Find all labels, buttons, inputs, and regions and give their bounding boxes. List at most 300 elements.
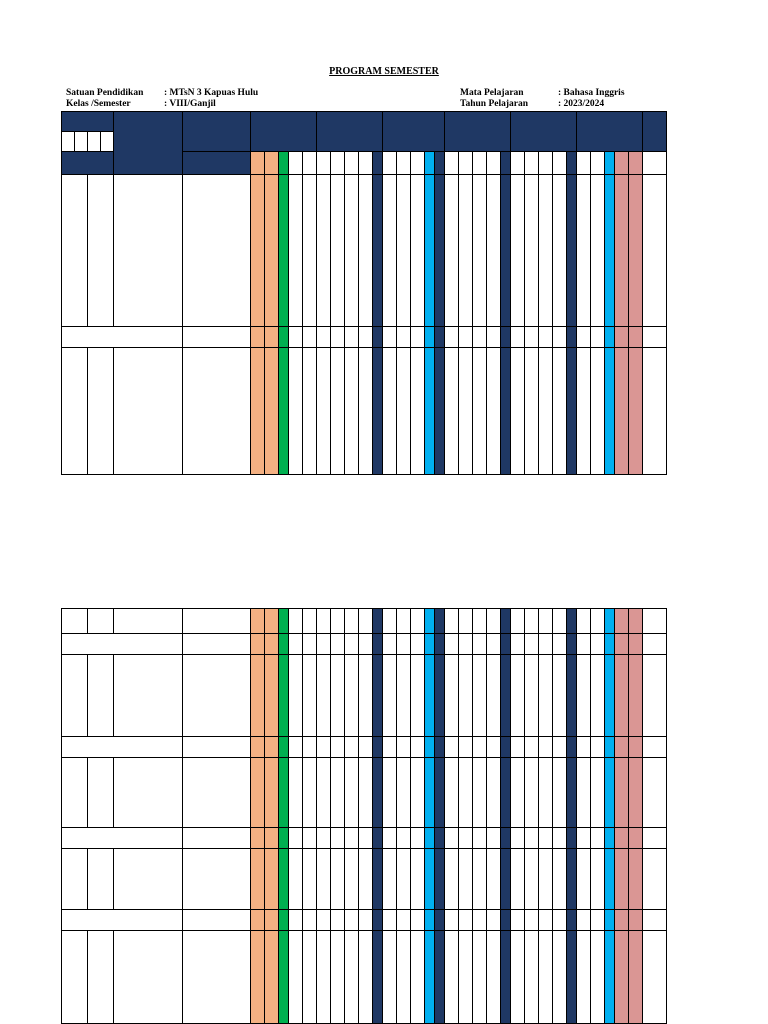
week-cell — [265, 931, 279, 1024]
week-cell — [373, 348, 383, 475]
ki-number — [75, 132, 88, 152]
week-cell — [591, 634, 605, 655]
week-cell — [591, 910, 605, 931]
week-cell — [303, 175, 317, 327]
info-left — [66, 88, 258, 110]
week-cell — [501, 910, 511, 931]
week-cell — [459, 828, 473, 849]
week-cell — [265, 348, 279, 475]
week-cell — [605, 327, 615, 348]
week-cell — [279, 327, 289, 348]
week-number — [435, 152, 445, 175]
week-number — [591, 152, 605, 175]
alokasi-cell — [183, 327, 251, 348]
week-cell — [629, 634, 643, 655]
ket-cell — [643, 655, 667, 737]
week-cell — [435, 828, 445, 849]
week-cell — [359, 758, 373, 828]
week-cell — [345, 849, 359, 910]
ket-header — [643, 112, 667, 152]
week-cell — [425, 910, 435, 931]
month-header — [445, 112, 511, 152]
week-cell — [383, 348, 397, 475]
week-cell — [539, 910, 553, 931]
alokasi-cell — [183, 655, 251, 737]
alokasi-cell — [183, 175, 251, 327]
week-cell — [265, 849, 279, 910]
week-cell — [539, 175, 553, 327]
ki-cell — [62, 655, 88, 737]
week-cell — [289, 828, 303, 849]
week-cell — [605, 910, 615, 931]
week-cell — [577, 348, 591, 475]
week-cell — [605, 931, 615, 1024]
week-cell — [539, 737, 553, 758]
week-cell — [279, 175, 289, 327]
materi-header — [114, 112, 183, 175]
week-cell — [303, 348, 317, 475]
week-cell — [317, 931, 331, 1024]
week-cell — [373, 910, 383, 931]
week-cell — [425, 655, 435, 737]
kelas-label: Kelas /Semester — [66, 99, 131, 109]
week-cell — [397, 327, 411, 348]
week-cell — [567, 634, 577, 655]
week-cell — [605, 655, 615, 737]
week-cell — [279, 849, 289, 910]
week-cell — [289, 609, 303, 634]
week-cell — [317, 849, 331, 910]
week-cell — [397, 737, 411, 758]
week-cell — [303, 849, 317, 910]
week-number — [279, 152, 289, 175]
week-cell — [397, 175, 411, 327]
week-cell — [459, 327, 473, 348]
week-cell — [525, 931, 539, 1024]
week-cell — [605, 828, 615, 849]
week-number — [629, 152, 643, 175]
week-cell — [397, 931, 411, 1024]
week-cell — [411, 828, 425, 849]
week-cell — [629, 655, 643, 737]
week-cell — [605, 737, 615, 758]
week-cell — [251, 655, 265, 737]
week-cell — [525, 737, 539, 758]
week-cell — [331, 849, 345, 910]
ket-cell — [643, 327, 667, 348]
week-cell — [345, 758, 359, 828]
week-cell — [511, 910, 525, 931]
week-cell — [411, 737, 425, 758]
week-cell — [553, 634, 567, 655]
month-header — [317, 112, 383, 152]
week-cell — [501, 931, 511, 1024]
week-cell — [629, 828, 643, 849]
week-cell — [435, 655, 445, 737]
week-cell — [359, 634, 373, 655]
week-cell — [265, 737, 279, 758]
week-cell — [279, 634, 289, 655]
week-number — [265, 152, 279, 175]
materi-cell — [114, 175, 183, 327]
week-cell — [289, 327, 303, 348]
week-cell — [383, 634, 397, 655]
week-cell — [459, 758, 473, 828]
week-cell — [317, 348, 331, 475]
kd-cell — [88, 758, 114, 828]
week-cell — [525, 634, 539, 655]
week-cell — [615, 758, 629, 828]
week-cell — [615, 931, 629, 1024]
materi-cell — [114, 609, 183, 634]
week-cell — [459, 634, 473, 655]
ki-cell — [62, 849, 88, 910]
week-cell — [525, 655, 539, 737]
week-number — [331, 152, 345, 175]
week-cell — [567, 175, 577, 327]
week-cell — [383, 655, 397, 737]
week-cell — [591, 327, 605, 348]
week-cell — [577, 655, 591, 737]
week-cell — [473, 828, 487, 849]
week-cell — [303, 655, 317, 737]
kd-cell — [88, 348, 114, 475]
week-cell — [577, 327, 591, 348]
week-cell — [445, 348, 459, 475]
kd-cell — [88, 931, 114, 1024]
week-cell — [615, 327, 629, 348]
week-cell — [383, 327, 397, 348]
week-cell — [487, 931, 501, 1024]
week-cell — [487, 828, 501, 849]
assessment-label — [62, 634, 183, 655]
week-cell — [435, 175, 445, 327]
week-number — [397, 152, 411, 175]
week-cell — [425, 634, 435, 655]
alokasi-header — [183, 112, 251, 152]
week-cell — [511, 737, 525, 758]
semester-table-page2 — [61, 608, 667, 1024]
alokasi-cell — [183, 849, 251, 910]
alokasi-cell — [183, 737, 251, 758]
week-cell — [331, 931, 345, 1024]
week-cell — [445, 910, 459, 931]
week-cell — [539, 609, 553, 634]
week-cell — [615, 634, 629, 655]
week-cell — [577, 931, 591, 1024]
week-cell — [265, 828, 279, 849]
week-cell — [629, 348, 643, 475]
week-cell — [331, 609, 345, 634]
week-cell — [539, 327, 553, 348]
alokasi-cell — [183, 758, 251, 828]
week-cell — [425, 175, 435, 327]
week-cell — [615, 910, 629, 931]
ket-cell — [643, 634, 667, 655]
week-cell — [539, 931, 553, 1024]
week-cell — [289, 737, 303, 758]
week-cell — [251, 910, 265, 931]
week-number — [373, 152, 383, 175]
week-cell — [501, 327, 511, 348]
week-cell — [487, 737, 501, 758]
week-cell — [265, 327, 279, 348]
week-cell — [411, 758, 425, 828]
week-cell — [539, 849, 553, 910]
alokasi-cell — [183, 931, 251, 1024]
week-cell — [317, 175, 331, 327]
ket-cell — [643, 849, 667, 910]
week-cell — [345, 910, 359, 931]
week-cell — [411, 910, 425, 931]
week-cell — [567, 609, 577, 634]
week-cell — [445, 931, 459, 1024]
week-cell — [459, 737, 473, 758]
week-cell — [615, 175, 629, 327]
week-cell — [445, 849, 459, 910]
week-cell — [501, 849, 511, 910]
week-cell — [567, 737, 577, 758]
week-number — [605, 152, 615, 175]
week-number — [567, 152, 577, 175]
week-cell — [605, 849, 615, 910]
week-cell — [487, 910, 501, 931]
week-cell — [425, 737, 435, 758]
week-cell — [251, 737, 265, 758]
week-cell — [373, 634, 383, 655]
week-cell — [605, 758, 615, 828]
week-cell — [487, 327, 501, 348]
week-cell — [383, 175, 397, 327]
week-cell — [487, 634, 501, 655]
week-cell — [615, 655, 629, 737]
week-cell — [373, 609, 383, 634]
week-cell — [331, 634, 345, 655]
week-cell — [383, 910, 397, 931]
week-cell — [577, 634, 591, 655]
ket-cell — [643, 828, 667, 849]
week-cell — [373, 175, 383, 327]
week-cell — [397, 758, 411, 828]
week-cell — [425, 931, 435, 1024]
week-cell — [251, 758, 265, 828]
week-cell — [511, 327, 525, 348]
week-cell — [303, 931, 317, 1024]
week-cell — [373, 737, 383, 758]
nomor-kd-header — [62, 152, 114, 175]
week-cell — [605, 175, 615, 327]
week-cell — [317, 609, 331, 634]
materi-cell — [114, 348, 183, 475]
week-cell — [629, 175, 643, 327]
week-number — [539, 152, 553, 175]
week-cell — [525, 828, 539, 849]
week-cell — [567, 348, 577, 475]
week-cell — [539, 828, 553, 849]
ki-cell — [62, 348, 88, 475]
week-cell — [359, 931, 373, 1024]
week-cell — [501, 828, 511, 849]
week-cell — [265, 655, 279, 737]
week-cell — [553, 758, 567, 828]
kd-row — [62, 849, 667, 910]
week-cell — [567, 931, 577, 1024]
month-header — [511, 112, 577, 152]
week-cell — [539, 655, 553, 737]
week-cell — [317, 758, 331, 828]
week-cell — [251, 931, 265, 1024]
ki-cell — [62, 931, 88, 1024]
week-cell — [359, 327, 373, 348]
week-cell — [577, 849, 591, 910]
week-cell — [459, 655, 473, 737]
alokasi-cell — [183, 609, 251, 634]
week-cell — [383, 609, 397, 634]
week-cell — [411, 327, 425, 348]
week-cell — [525, 609, 539, 634]
page-title: PROGRAM SEMESTER — [329, 66, 439, 77]
week-cell — [473, 737, 487, 758]
ki-cell — [62, 758, 88, 828]
week-number — [345, 152, 359, 175]
assessment-label — [62, 828, 183, 849]
week-cell — [605, 348, 615, 475]
week-number — [317, 152, 331, 175]
week-cell — [345, 737, 359, 758]
week-cell — [411, 931, 425, 1024]
week-cell — [435, 931, 445, 1024]
week-cell — [553, 655, 567, 737]
week-cell — [265, 175, 279, 327]
info-right — [460, 88, 625, 110]
week-cell — [591, 828, 605, 849]
week-cell — [567, 910, 577, 931]
week-cell — [317, 327, 331, 348]
week-cell — [591, 348, 605, 475]
week-number — [411, 152, 425, 175]
kd-cell — [88, 175, 114, 327]
week-cell — [425, 849, 435, 910]
assessment-label — [62, 737, 183, 758]
week-cell — [425, 609, 435, 634]
week-cell — [567, 758, 577, 828]
week-cell — [435, 737, 445, 758]
tahun-value: : 2023/2024 — [558, 99, 605, 109]
kd-row — [62, 758, 667, 828]
week-cell — [629, 849, 643, 910]
week-cell — [303, 327, 317, 348]
week-cell — [373, 758, 383, 828]
week-cell — [459, 348, 473, 475]
week-cell — [289, 910, 303, 931]
week-cell — [345, 828, 359, 849]
week-cell — [383, 758, 397, 828]
week-cell — [265, 758, 279, 828]
week-cell — [303, 910, 317, 931]
materi-cell — [114, 849, 183, 910]
week-cell — [577, 910, 591, 931]
ket-cell — [643, 348, 667, 475]
week-cell — [445, 828, 459, 849]
week-cell — [397, 609, 411, 634]
alokasi-cell — [183, 828, 251, 849]
ket-cell — [643, 737, 667, 758]
week-cell — [331, 758, 345, 828]
week-cell — [383, 931, 397, 1024]
week-cell — [345, 634, 359, 655]
week-cell — [359, 609, 373, 634]
week-cell — [525, 348, 539, 475]
semester-table-page1 — [61, 111, 667, 475]
week-cell — [459, 175, 473, 327]
ki-number — [62, 132, 75, 152]
week-cell — [473, 175, 487, 327]
week-cell — [445, 634, 459, 655]
week-cell — [279, 910, 289, 931]
week-cell — [411, 348, 425, 475]
kelas-value: : VIII/Ganjil — [164, 99, 216, 109]
week-cell — [487, 849, 501, 910]
week-cell — [511, 348, 525, 475]
week-number — [445, 152, 459, 175]
kd-row — [62, 655, 667, 737]
week-cell — [317, 655, 331, 737]
week-cell — [591, 655, 605, 737]
week-cell — [629, 931, 643, 1024]
week-number — [525, 152, 539, 175]
alokasi-cell — [183, 348, 251, 475]
week-cell — [459, 910, 473, 931]
week-cell — [373, 655, 383, 737]
week-cell — [487, 758, 501, 828]
week-cell — [397, 828, 411, 849]
week-cell — [445, 737, 459, 758]
week-cell — [251, 634, 265, 655]
week-cell — [289, 175, 303, 327]
week-cell — [553, 175, 567, 327]
week-cell — [435, 910, 445, 931]
week-cell — [591, 758, 605, 828]
week-cell — [511, 175, 525, 327]
week-cell — [289, 931, 303, 1024]
month-header — [251, 112, 317, 152]
week-cell — [577, 609, 591, 634]
week-cell — [359, 849, 373, 910]
week-cell — [525, 758, 539, 828]
week-cell — [345, 609, 359, 634]
assessment-label — [62, 910, 183, 931]
kd-row — [62, 609, 667, 634]
week-cell — [511, 634, 525, 655]
week-cell — [445, 327, 459, 348]
week-cell — [459, 849, 473, 910]
week-cell — [577, 758, 591, 828]
materi-cell — [114, 655, 183, 737]
nomor-ki-header — [62, 112, 114, 132]
week-cell — [501, 175, 511, 327]
week-cell — [383, 737, 397, 758]
week-cell — [511, 655, 525, 737]
week-cell — [289, 849, 303, 910]
week-number — [553, 152, 567, 175]
week-cell — [331, 655, 345, 737]
week-cell — [473, 849, 487, 910]
week-cell — [279, 348, 289, 475]
week-cell — [331, 348, 345, 475]
week-cell — [251, 348, 265, 475]
week-cell — [473, 910, 487, 931]
week-number — [251, 152, 265, 175]
